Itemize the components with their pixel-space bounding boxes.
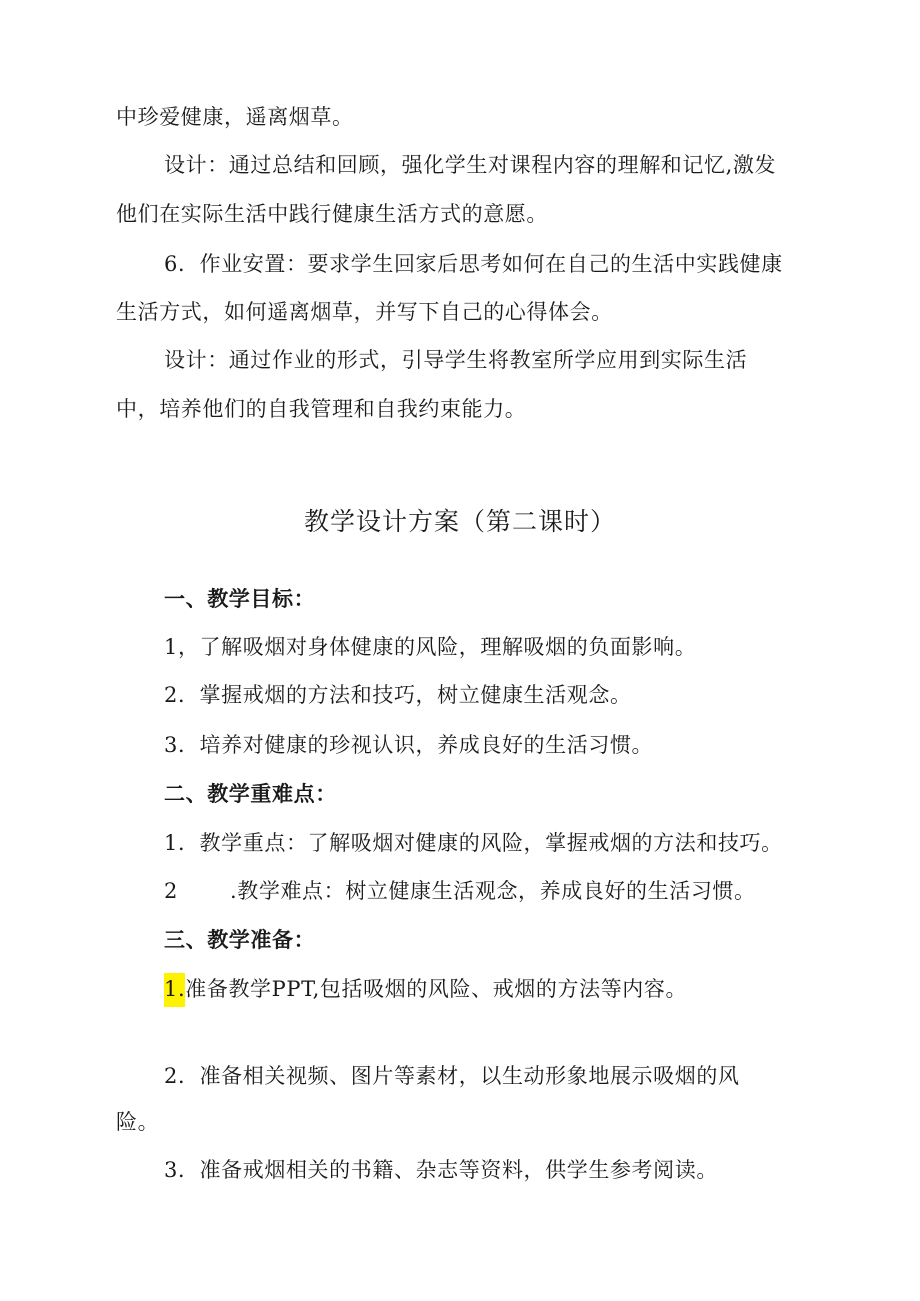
design-paragraph-1-line-2: 他们在实际生活中践行健康生活方式的意愿。	[116, 202, 548, 226]
prep-item-3: 3．准备戒烟相关的书籍、杂志等资料，供学生参考阅读。	[164, 1158, 718, 1182]
prep-item-2-line-1: 2．准备相关视频、图片等素材，以生动形象地展示吸烟的风	[164, 1064, 740, 1088]
prep-item-1-number-highlight: 1.	[164, 973, 185, 1007]
key-point-item-2-number: 2	[164, 879, 178, 903]
intro-line-1: 中珍爱健康，遥离烟草。	[116, 105, 354, 129]
section-heading-goals: 一、教学目标：	[164, 586, 316, 611]
homework-item-line-2: 生活方式，如何遥离烟草，并写下自己的心得体会。	[116, 300, 613, 324]
goal-item-3: 3．培养对健康的珍视认识，养成良好的生活习惯。	[164, 733, 654, 757]
design-paragraph-2-line-2: 中，培养他们的自我管理和自我约束能力。	[116, 397, 527, 421]
prep-item-1	[164, 974, 687, 1004]
goal-item-2: 2．掌握戒烟的方法和技巧，树立健康生活观念。	[164, 683, 632, 707]
prep-item-2-line-2: 险。	[116, 1110, 160, 1134]
prep-item-1-text: 准备教学PPT,包括吸烟的风险、戒烟的方法等内容。	[185, 977, 688, 1001]
key-point-item-1: 1．教学重点：了解吸烟对健康的风险，掌握戒烟的方法和技巧。	[164, 831, 783, 855]
key-point-item-2-text: .教学难点：树立健康生活观念，养成良好的生活习惯。	[229, 879, 756, 903]
section-heading-key-points: 二、教学重难点：	[164, 781, 337, 806]
lesson-plan-title: 教学设计方案（第二课时）	[303, 507, 616, 536]
goal-item-1: 1，了解吸烟对身体健康的风险，理解吸烟的负面影响。	[164, 635, 697, 659]
section-heading-prep: 三、教学准备：	[164, 927, 316, 952]
homework-item-line-1: 6．作业安置：要求学生回家后思考如何在自己的生活中实践健康	[164, 252, 783, 276]
design-paragraph-2-line-1: 设计：通过作业的形式，引导学生将教室所学应用到实际生活	[164, 348, 748, 372]
design-paragraph-1-line-1: 设计：通过总结和回顾，强化学生对课程内容的理解和记忆,激发	[164, 153, 777, 177]
key-point-item-2	[164, 876, 756, 906]
